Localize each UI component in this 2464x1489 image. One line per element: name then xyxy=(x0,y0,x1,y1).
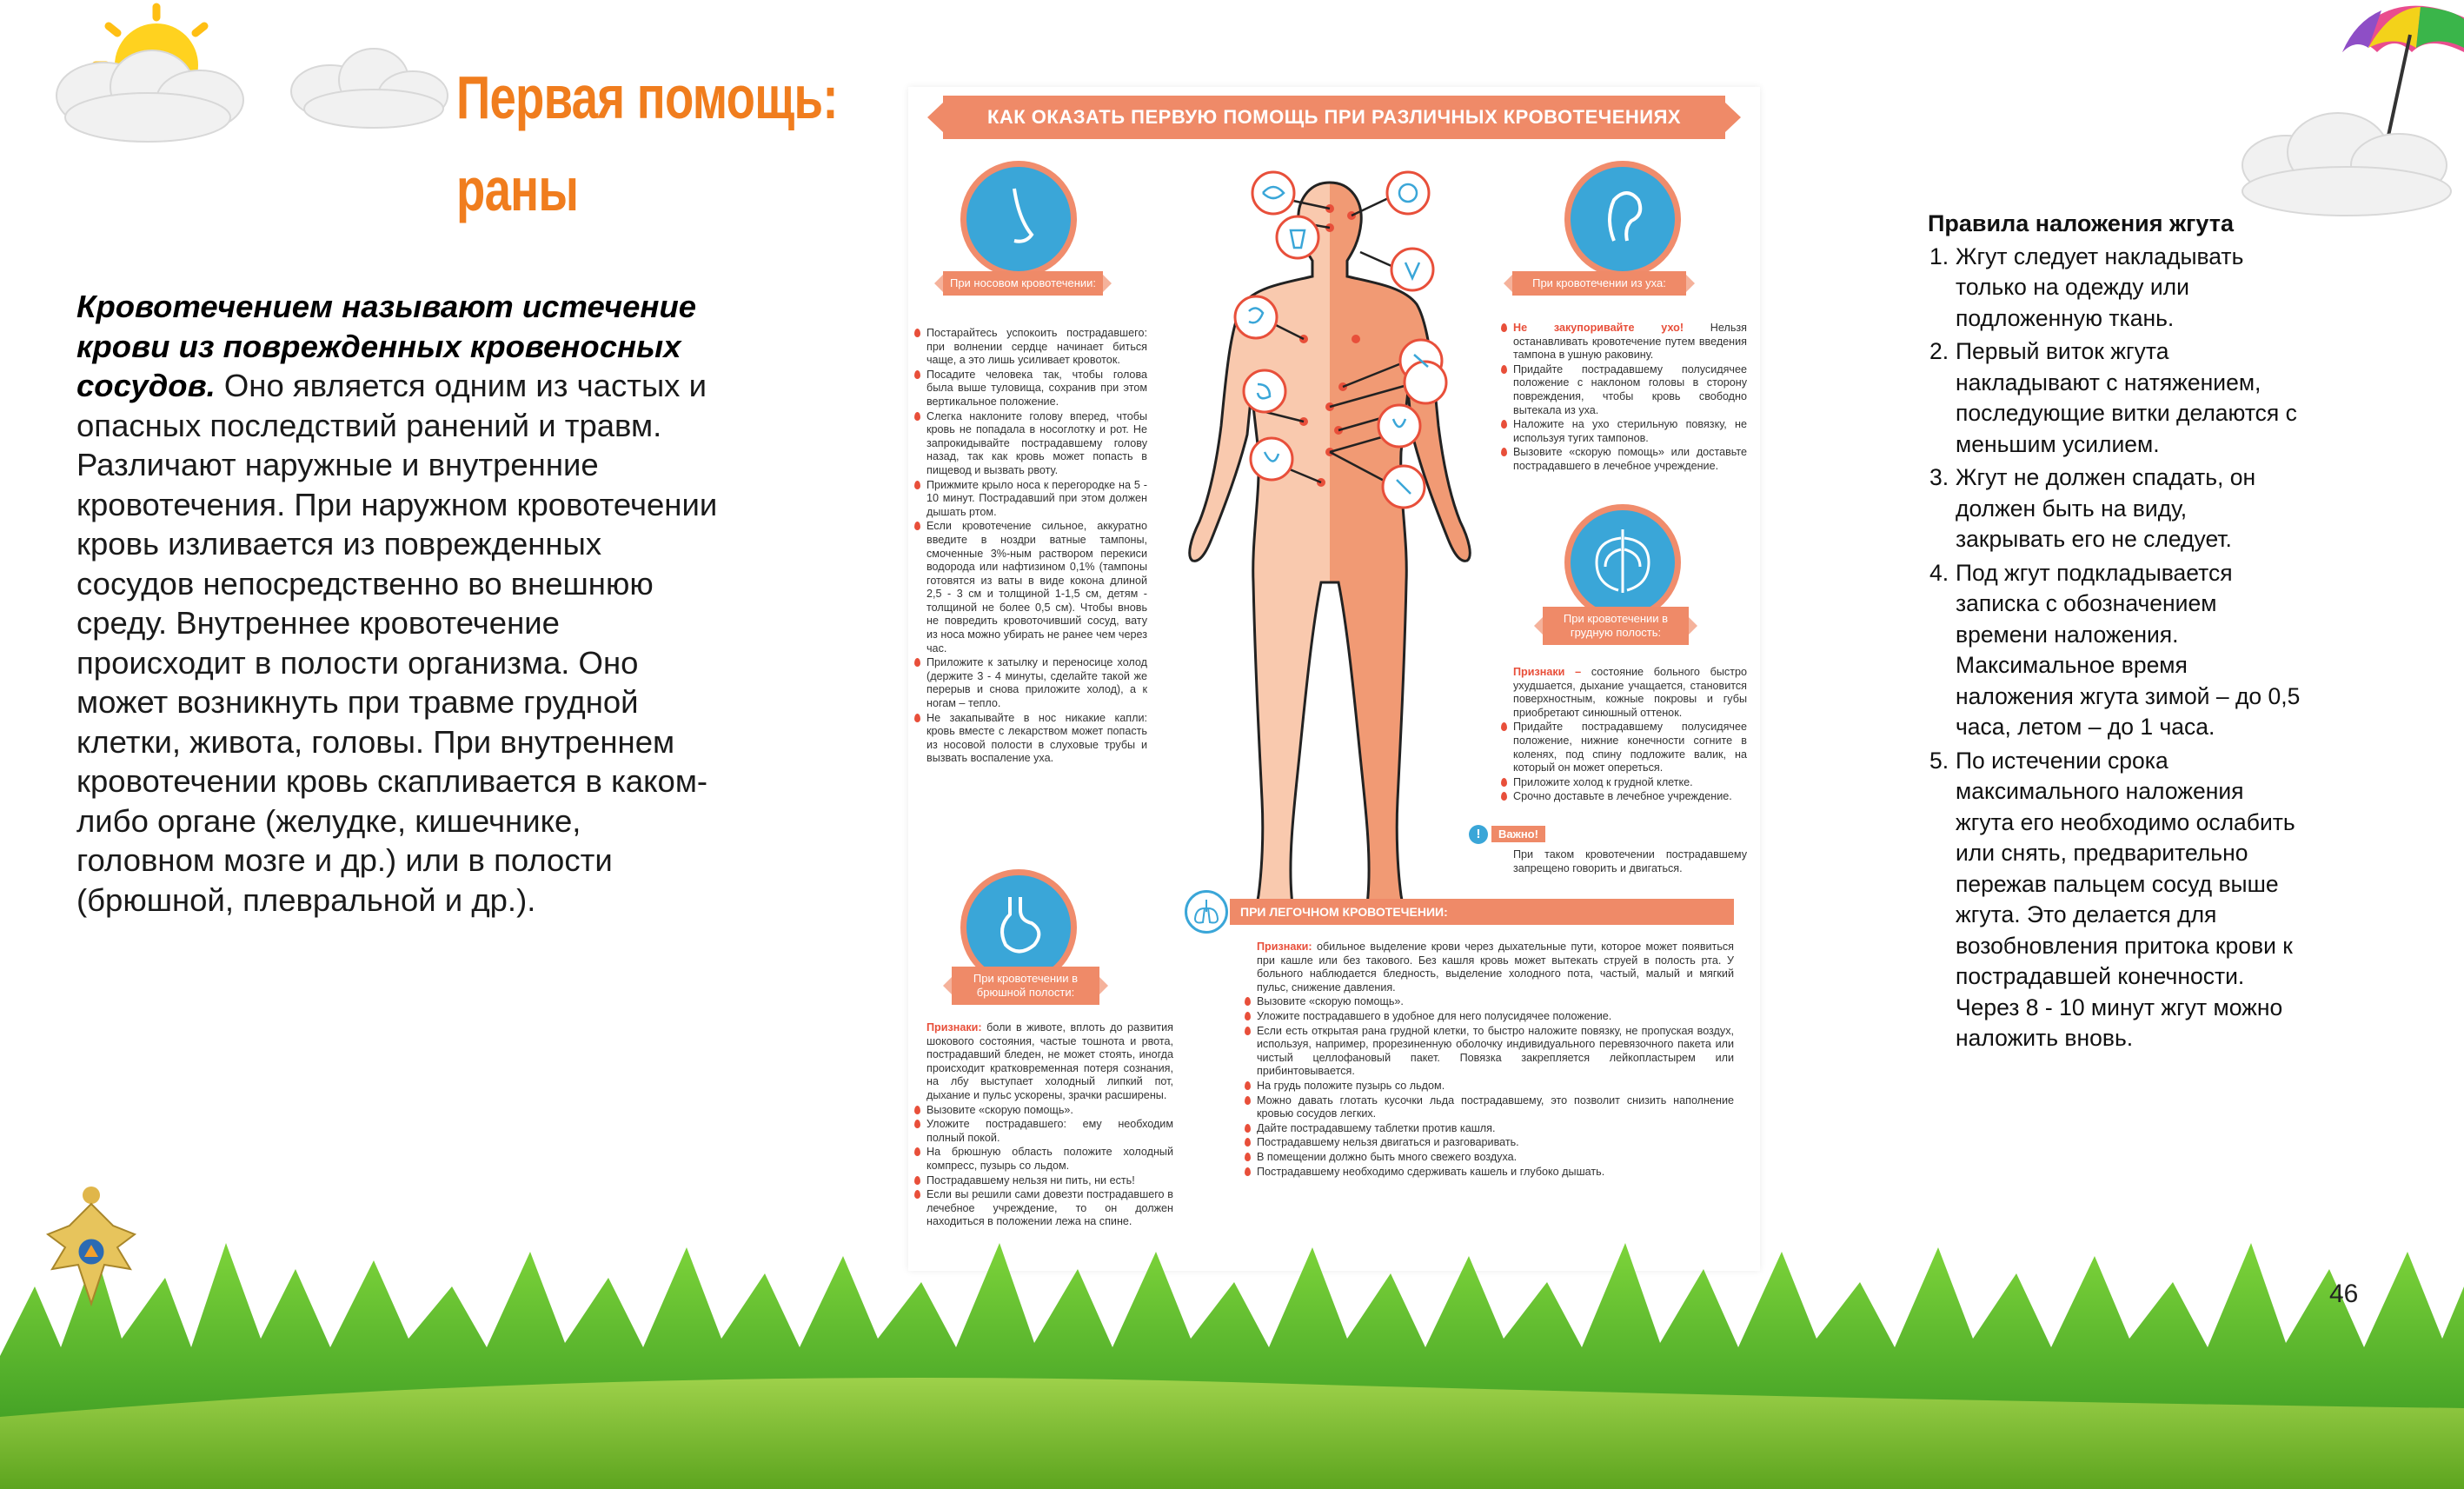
list-item: Если вы решили сами довезти пострадавшего в лечебное учреждение, то он должен находиться в положении лежа на спине. xyxy=(913,1188,1173,1229)
emergency-ministry-emblem xyxy=(35,1182,148,1321)
nose-icon xyxy=(960,161,1077,277)
list-item: На грудь положите пузырь со льдом. xyxy=(1243,1080,1734,1093)
list-item: Вызовите «скорую помощь» или доставьте пострадавшего в лечебное учреждение. xyxy=(1499,446,1747,473)
ear-ribbon: При кровотечении из уха: xyxy=(1512,271,1686,296)
list-item: Слегка наклоните голову вперед, чтобы кровь не попадала в носоглотку и рот. Не запрокидывайте пострадавшему голову назад, так как кровь может попасть в пищевод и вызвать рвоту. xyxy=(913,410,1147,478)
intro-definition: Кровотечением называют истечение крови из поврежденных кровеносных сосудов. xyxy=(76,289,697,403)
rules-list xyxy=(1928,242,2301,1054)
chest-ribbon: При кровотечении в грудную полость: xyxy=(1543,607,1689,645)
list-item: Пострадавшему необходимо сдерживать кашель и глубоко дышать. xyxy=(1243,1166,1734,1180)
lung-instructions xyxy=(1243,941,1734,1180)
lung-ribbon: ПРИ ЛЕГОЧНОМ КРОВОТЕЧЕНИИ: xyxy=(1230,899,1734,925)
first-aid-infographic xyxy=(908,87,1760,1271)
lung-icon xyxy=(1185,890,1228,934)
list-item: Признаки: боли в животе, вплоть до развития шокового состояния, частые тошнота и рвота, пострадавший бледен, не может стоять, иногда происходит кратковременная потеря сознания, на лбу выступает холодный липкий пот, дыхание и пульс ускорены, зрачки расширены. xyxy=(926,1021,1173,1101)
list-item: Можно давать глотать кусочки льда пострадавшему, это позволит снизить наполнение кровью сосудов легких. xyxy=(1243,1094,1734,1121)
list-item: Если кровотечение сильное, аккуратно введите в ноздри ватные тампоны, смоченные 3%-ным раствором перекиси водорода или нафтизином 0,1% (тампоны готовятся из ваты в виде кокона длиной 2,5 - 3 см и толщиной 1-1,5 см, детям - толщиной не более 0,5 см). Чтобы вновь не повредить кровоточивший сосуд, вату из носа можно убирать не ранее чем через час. xyxy=(913,520,1147,655)
list-item: Наложите на ухо стерильную повязку, не используя тугих тампонов. xyxy=(1499,418,1747,445)
list-item: Пострадавшему нельзя двигаться и разговаривать. xyxy=(1243,1136,1734,1150)
list-item: Постарайтесь успокоить пострадавшего: при волнении сердце начинает биться чаще, а это лишь усиливает кровоток. xyxy=(913,327,1147,368)
organ-icons xyxy=(1204,165,1482,652)
warning-icon: ! xyxy=(1469,825,1488,844)
list-item: Не закупоривайте ухо! Нельзя останавливать кровотечение путем введения тампона в ушную раковину. xyxy=(1499,322,1747,362)
list-item: Приложите к затылку и переносице холод (держите 3 - 4 минуты, сделайте такой же перерыв и снова приложите холод), а к ногам – тепло. xyxy=(913,656,1147,710)
rules-title: Правила наложения жгута xyxy=(1928,210,2234,236)
page-title-line-1: Первая помощь: xyxy=(456,63,838,131)
tourniquet-rules xyxy=(1928,209,2301,1057)
page-number: 46 xyxy=(2329,1280,2359,1308)
list-item: Уложите пострадавшего: ему необходим полный покой. xyxy=(913,1118,1173,1145)
page-title-line-2: раны xyxy=(456,156,579,223)
list-item: Прижмите крыло носа к перегородке на 5 - 10 минут. Пострадавший при этом должен дышать ртом. xyxy=(913,479,1147,520)
list-item: Признаки – состояние больного быстро ухудшается, дыхание учащается, становится поверхностным, кожные покровы и губы приобретают синюшный оттенок. xyxy=(1513,666,1747,719)
abdomen-instructions xyxy=(913,1021,1173,1230)
intro-text: Оно является одним из частых и опасных последствий ранений и травм. Различают наружные и внутренние кровотечения. При наружном кровотечении кровь изливается из поврежденных сосудов непосредственно во внешнюю среду. Внутреннее кровотечение происходит в полости организма. Оно может возникнуть при травме грудной клетки, живота, головы. При внутреннем кровотечении кровь скапливается в каком-либо органе (желудке, кишечнике, головном мозге и др.) или в полости (брюшной, плевральной и др.). xyxy=(76,368,718,918)
ear-instructions xyxy=(1499,322,1747,475)
important-note: При таком кровотечении пострадавшему запрещено говорить и двигаться. xyxy=(1513,848,1747,874)
list-item: Придайте пострадавшему полусидячее положение, нижние конечности согните в коленях, под спину подложите валик, на который он может опереться. xyxy=(1499,721,1747,774)
intro-paragraph xyxy=(76,287,720,920)
list-item: Вызовите «скорую помощь». xyxy=(1243,995,1734,1009)
list-item: Уложите пострадавшего в удобное для него полусидячее положение. xyxy=(1243,1010,1734,1024)
ear-icon xyxy=(1564,161,1681,277)
list-item: Посадите человека так, чтобы голова была выше туловища, сохранив при этом вертикальное положение. xyxy=(913,369,1147,409)
rule-item: 3. Жгут не должен спадать, он должен быть на виду, закрывать его не следует. xyxy=(1929,464,2256,552)
abdomen-ribbon: При кровотечении в брюшной полости: xyxy=(952,967,1099,1005)
list-item: На брюшную область положите холодный компресс, пузырь со льдом. xyxy=(913,1146,1173,1173)
infographic-banner: КАК ОКАЗАТЬ ПЕРВУЮ ПОМОЩЬ ПРИ РАЗЛИЧНЫХ КРОВОТЕЧЕНИЯХ xyxy=(943,96,1725,139)
list-item: Если есть открытая рана грудной клетки, то быстро наложите повязку, не пропуская воздух, используя, например, прорезиненную оболочку индивидуального перевязочного пакета или чистый целлофановый пакет. Повязка закрепляется лейкопластырем или прибинтовывается. xyxy=(1243,1025,1734,1079)
nose-ribbon: При носовом кровотечении: xyxy=(943,271,1103,296)
list-item: Вызовите «скорую помощь». xyxy=(913,1104,1173,1118)
list-item: Дайте пострадавшему таблетки против кашля. xyxy=(1243,1122,1734,1136)
list-item: В помещении должно быть много свежего воздуха. xyxy=(1243,1151,1734,1165)
list-item: Не закапывайте в нос никакие капли: кровь вместе с лекарством может попасть из носовой полости в слуховые трубы и вызвать воспаление уха. xyxy=(913,712,1147,766)
rule-item: 4. Под жгут подкладывается записка с обозначением времени наложения. Максимальное время наложения жгута зимой – до 0,5 часа, летом – до 1 часа. xyxy=(1929,559,2301,740)
rule-item: 5. По истечении срока максимального наложения жгута его необходимо ослабить или снять, предварительно пережав пальцем сосуд выше жгута. Это делается для возобновления притока крови к пострадавшей конечности. Через 8 - 10 минут жгут можно наложить вновь. xyxy=(1929,747,2295,1051)
list-item: Срочно доставьте в лечебное учреждение. xyxy=(1499,790,1747,804)
rule-item: 2. Первый виток жгута накладывают с натяжением, последующие витки делаются с меньшим усилием. xyxy=(1929,338,2297,457)
list-item: Приложите холод к грудной клетке. xyxy=(1499,776,1747,790)
list-item: Пострадавшему нельзя ни пить, ни есть! xyxy=(913,1174,1173,1188)
nose-instructions xyxy=(913,327,1147,767)
list-item: Признаки: обильное выделение крови через дыхательные пути, которое может появиться при кашле или без такового. Без кашля кровь может вытекать струей в полость рта. У больного наблюдается бледность, выделение холодного пота, частый, малый и мягкий пульс, снижение давления. xyxy=(1257,941,1734,994)
chest-instructions xyxy=(1499,666,1747,805)
list-item: Придайте пострадавшему полусидячее положение с наклоном головы в сторону повреждения, чтобы кровь свободно вытекала из уха. xyxy=(1499,363,1747,417)
grass-decoration xyxy=(0,1234,2464,1489)
rule-item: 1. Жгут следует накладывать только на одежду или подложенную ткань. xyxy=(1929,243,2244,331)
important-badge: ! Важно! xyxy=(1469,825,1556,844)
ribcage-icon xyxy=(1564,504,1681,621)
